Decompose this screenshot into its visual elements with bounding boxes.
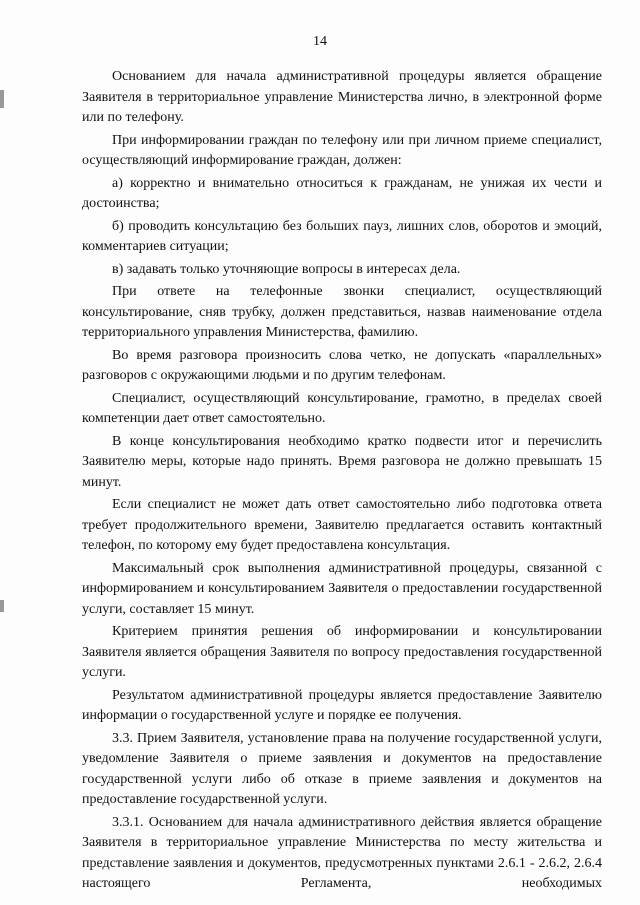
paragraph: а) корректно и внимательно относиться к гражданам, не унижая их чести и достоинства; [82,175,602,211]
paragraph: Результатом административной процедуры является предоставление Заявителю информации о государственной услуге и порядке ее получения. [82,687,602,723]
paragraph: 3.3.1. Основанием для начала административного действия является обращение Заявителя в территориальное управление Министерства по месту жительства и представление заявления и документов, предусмотренных пунктами 2.6.1 - 2.6.2, 2.6.4 настоящего Регламента, необходимых [82,814,602,891]
paragraph: При информировании граждан по телефону или при личном приеме специалист, осуществляющий информирование граждан, должен: [82,132,602,168]
section-heading-paragraph: 3.3. Прием Заявителя, установление права на получение государственной услуги, уведомление Заявителя о приеме заявления и документов на предоставление государственной услуги либо об отказе в приеме заявления и документов на предоставление государственной услуги. [82,730,602,807]
paragraph: Во время разговора произносить слова четко, не допускать «параллельных» разговоров с окружающими людьми и по другим телефонам. [82,347,602,383]
paragraph: б) проводить консультацию без больших пауз, лишних слов, оборотов и эмоций, комментариев ситуации; [82,218,602,254]
scan-edge-mark [0,90,4,108]
paragraph: В конце консультирования необходимо кратко подвести итог и перечислить Заявителю меры, которые надо принять. Время разговора не должно превышать 15 минут. [82,433,602,490]
paragraph: Критерием принятия решения об информировании и консультировании Заявителя является обращения Заявителя по вопросу предоставления государственной услуги. [82,624,602,680]
paragraph: При ответе на телефонные звонки специалист, осуществляющий консультирование, сняв трубку, должен представиться, назвав наименование отдела территориального управления Министерства, фамилию. [82,284,602,340]
paragraph: Специалист, осуществляющий консультирование, грамотно, в пределах своей компетенции дает ответ самостоятельно. [82,390,602,426]
paragraph: Максимальный срок выполнения административной процедуры, связанной с информированием и консультированием Заявителя о предоставлении государственной услуги, составляет 15 минут. [82,560,602,617]
document-body [82,67,602,897]
paragraph: Основанием для начала административной процедуры является обращение Заявителя в территориальное управление Министерства лично, в электронной форме или по телефону. [82,69,602,125]
page-number: 14 [313,34,327,49]
scan-edge-mark [0,600,4,612]
paragraph: в) задавать только уточняющие вопросы в интересах дела. [112,261,461,277]
paragraph: Если специалист не может дать ответ самостоятельно либо подготовка ответа требует продолжительного времени, Заявителю предлагается оставить контактный телефон, по которому ему будет предоставлена консультация. [82,497,602,553]
